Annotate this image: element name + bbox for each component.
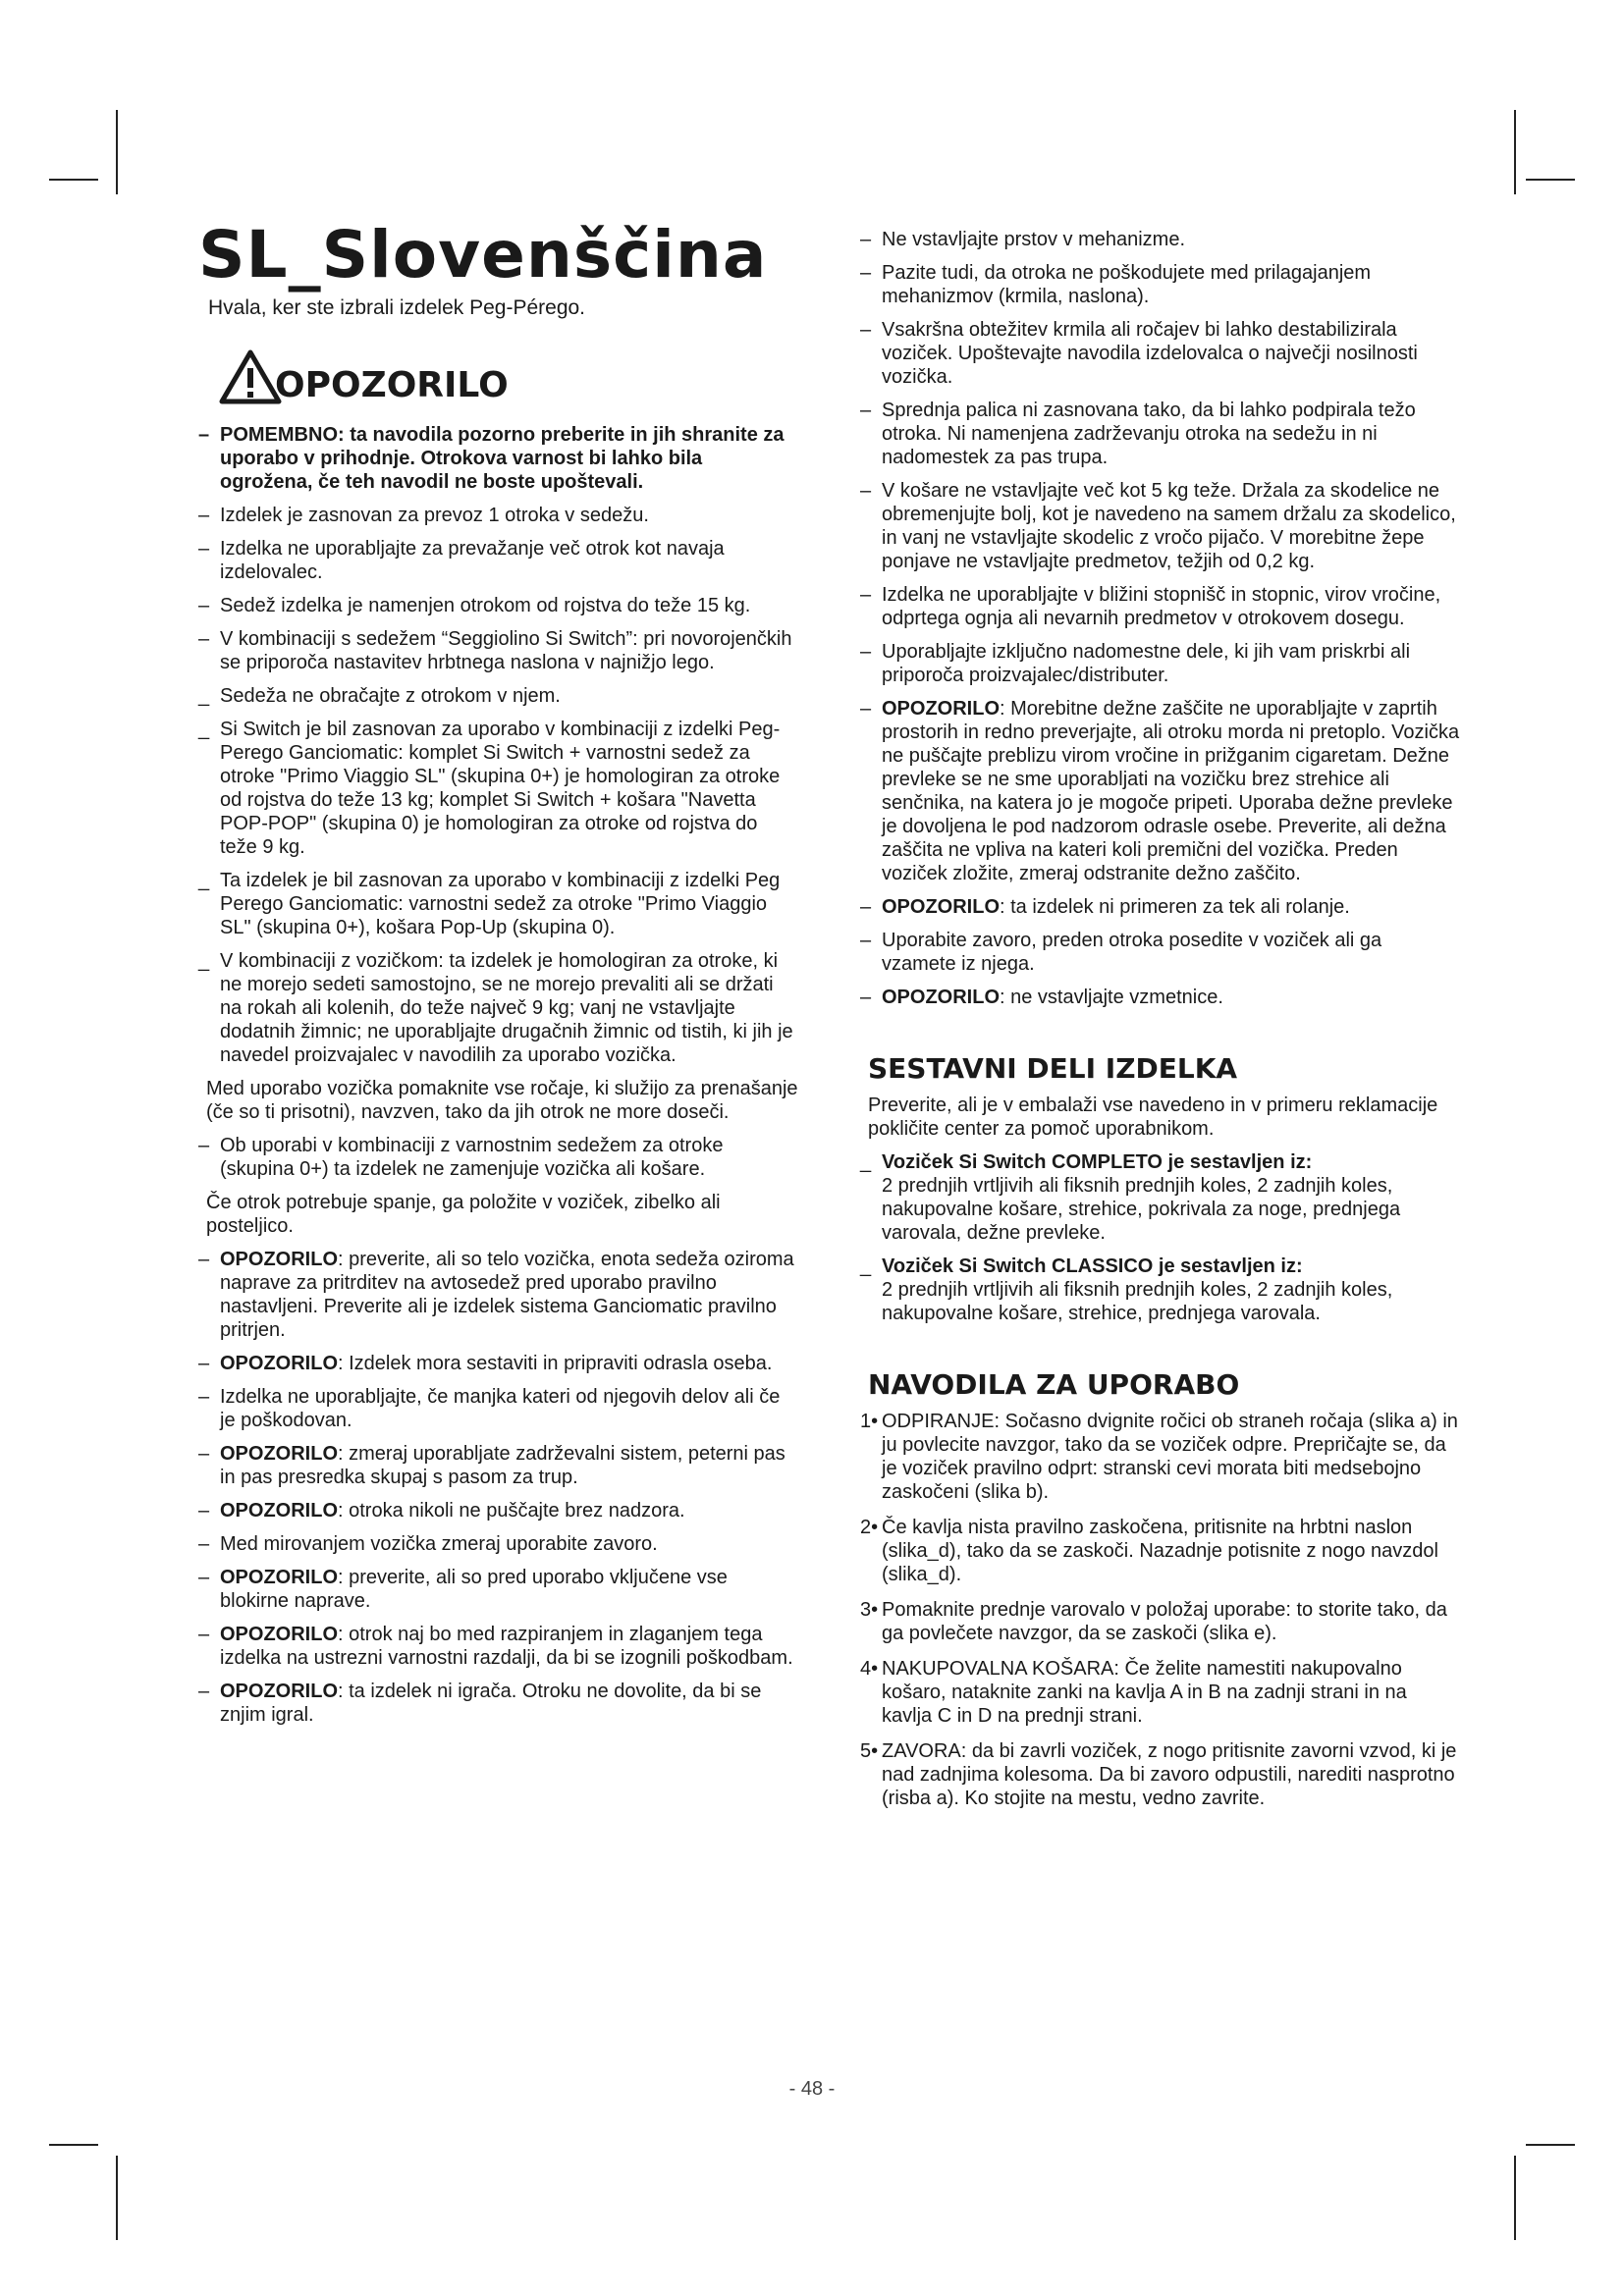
list-bullet: – bbox=[198, 1681, 210, 1702]
list-bullet: – bbox=[198, 1249, 210, 1270]
list-bullet: – bbox=[198, 1624, 210, 1645]
list-item-text: Izdelka ne uporabljajte za prevažanje več otrok kot navaja izdelovalec. bbox=[220, 538, 725, 583]
warning-keyword: OPOZORILO bbox=[220, 1624, 338, 1645]
list-item-text: V kombinaciji z vozičkom: ta izdelek je homologiran za otroke, ki ne morejo sedeti samostojno, se ne morejo prevaliti ali se držati na rokah ali kolenih, do teže največ 9 kg; vanj ne vstavljajte dodatnih žimnic; ne uporabljajte drugačnih žimnic od tistih, ki jih je navedel proizvajalec v navodilih za uporabo vozička. bbox=[220, 950, 793, 1066]
list-item bbox=[860, 640, 1461, 687]
list-item-text: Pazite tudi, da otroka ne poškodujete med prilagajanjem mehanizmov (krmila, naslona). bbox=[882, 262, 1372, 307]
warning-keyword: OPOZORILO bbox=[220, 1500, 338, 1522]
list-item bbox=[198, 949, 799, 1067]
crop-mark-top-left-h bbox=[49, 179, 98, 181]
warning-triangle-icon bbox=[218, 348, 283, 405]
crop-mark-top-right-v bbox=[1514, 110, 1516, 194]
list-item bbox=[860, 228, 1461, 251]
list-item-text: Izdelek je zasnovan za prevoz 1 otroka v sedežu. bbox=[220, 505, 649, 526]
list-item bbox=[198, 627, 799, 674]
list-bullet: _ bbox=[198, 950, 210, 972]
list-bullet: – bbox=[860, 480, 872, 502]
list-item bbox=[860, 479, 1461, 573]
list-bullet: – bbox=[198, 595, 210, 616]
step-number: 1• bbox=[860, 1411, 879, 1432]
step-text: NAKUPOVALNA KOŠARA: Če želite namestiti nakupovalno košaro, nataknite zanki na kavlja A in B na zadnji strani in na kavlja C in D na prednji strani. bbox=[882, 1658, 1407, 1727]
right-column bbox=[860, 228, 1461, 1822]
list-bullet: _ bbox=[198, 719, 210, 740]
list-item-text: Ta izdelek je bil zasnovan za uporabo v kombinaciji z izdelki Peg Perego Ganciomatic: varnostni sedež za otroke "Primo Viaggio SL" (skupina 0+), košara Pop-Up (skupina 0). bbox=[220, 870, 781, 938]
list-bullet: – bbox=[198, 1500, 210, 1522]
step-text: ZAVORA: da bi zavrli voziček, z nogo pritisnite zavorni vzvod, ki je nad zadnjima kolesoma. Da bi zavoro odpustili, narediti nasprotno (risba a). Ko stojite na mestu, vedno zavrite. bbox=[882, 1740, 1457, 1809]
parts-item-text: 2 prednjih vrtljivih ali fiksnih prednjih koles, 2 zadnjih koles, nakupovalne košare, strehice, pokrivala za noge, prednjega varovala, dežne prevleke. bbox=[882, 1175, 1401, 1244]
warning-keyword: OPOZORILO bbox=[882, 896, 1000, 918]
list-bullet: _ bbox=[198, 685, 210, 707]
list-item-text: Med mirovanjem vozička zmeraj uporabite zavoro. bbox=[220, 1533, 658, 1555]
left-column bbox=[198, 217, 799, 1736]
list-item-text: : ta izdelek ni primeren za tek ali rolanje. bbox=[1000, 896, 1350, 918]
list-item bbox=[198, 423, 799, 494]
list-item-text: Uporabljajte izključno nadomestne dele, ki jih vam priskrbi ali priporoča proizvajalec/distributer. bbox=[882, 641, 1411, 686]
list-item bbox=[198, 1566, 799, 1613]
list-bullet: – bbox=[198, 505, 210, 526]
warning-heading-label: OPOZORILO bbox=[275, 365, 509, 405]
list-bullet: – bbox=[198, 1353, 210, 1374]
list-item-text: Med uporabo vozička pomaknite vse ročaje, ki služijo za prenašanje (če so ti prisotni), navzven, tako da jih otrok ne more doseči. bbox=[206, 1078, 798, 1123]
list-bullet: – bbox=[860, 896, 872, 918]
list-bullet: – bbox=[860, 229, 872, 250]
parts-item bbox=[860, 1150, 1461, 1245]
crop-mark-top-right-h bbox=[1526, 179, 1575, 181]
list-item-text: : Izdelek mora sestaviti in pripraviti odrasla oseba. bbox=[338, 1353, 773, 1374]
list-item bbox=[198, 594, 799, 617]
list-item-text: : zmeraj uporabljate zadrževalni sistem, peterni pas in pas presredka skupaj s pasom za trup. bbox=[220, 1443, 785, 1488]
list-bullet: _ bbox=[860, 1255, 872, 1277]
list-item bbox=[198, 869, 799, 939]
list-item bbox=[198, 1385, 799, 1432]
list-item bbox=[198, 684, 799, 708]
list-item bbox=[860, 895, 1461, 919]
list-item-text: Sprednja palica ni zasnovana tako, da bi lahko podpirala težo otroka. Ni namenjena zadrževanju otroka na sedežu in ni nadomestek za pas trupa. bbox=[882, 400, 1416, 468]
list-item bbox=[860, 399, 1461, 469]
step-number: 4• bbox=[860, 1658, 879, 1680]
list-item bbox=[198, 1499, 799, 1522]
list-bullet: – bbox=[860, 930, 872, 951]
usage-step bbox=[860, 1516, 1461, 1586]
list-item bbox=[198, 1248, 799, 1342]
crop-mark-top-left-v bbox=[116, 110, 118, 194]
list-bullet: – bbox=[198, 1567, 210, 1588]
step-text: ODPIRANJE: Sočasno dvignite ročici ob straneh ročaja (slika a) in ju povlecite navzgor, tako da se voziček odpre. Prepričajte se, da je voziček pravilno odprt: stranski cevi morata biti medsebojno zaskočeni (slika b). bbox=[882, 1411, 1458, 1503]
list-item bbox=[860, 697, 1461, 885]
list-bullet: – bbox=[860, 319, 872, 341]
list-bullet: _ bbox=[860, 1151, 872, 1173]
warning-keyword: OPOZORILO bbox=[882, 987, 1000, 1008]
intro-text: Hvala, ker ste izbrali izdelek Peg-Pérego. bbox=[208, 296, 586, 319]
usage-steps bbox=[860, 1410, 1461, 1810]
parts-item-heading: Voziček Si Switch CLASSICO je sestavljen iz: bbox=[882, 1255, 1303, 1277]
parts-item-heading: Voziček Si Switch COMPLETO je sestavljen iz: bbox=[882, 1151, 1313, 1173]
parts-item bbox=[860, 1255, 1461, 1325]
list-bullet: – bbox=[198, 628, 210, 650]
list-item bbox=[860, 929, 1461, 976]
list-item-text: Izdelka ne uporabljajte, če manjka kateri od njegovih delov ali če je poškodovan. bbox=[220, 1386, 781, 1431]
list-item bbox=[198, 1680, 799, 1727]
usage-step bbox=[860, 1739, 1461, 1810]
list-bullet: – bbox=[198, 1443, 210, 1465]
crop-mark-bottom-left-v bbox=[116, 2156, 118, 2240]
list-item bbox=[860, 318, 1461, 389]
list-bullet: – bbox=[198, 1135, 210, 1156]
page-title: SL_Slovenščina bbox=[198, 217, 768, 293]
list-item-text: Vsakršna obtežitev krmila ali ročajev bi lahko destabilizirala voziček. Upoštevajte navodila izdelovalca o največji nosilnosti vozička. bbox=[882, 319, 1418, 388]
list-item bbox=[198, 1442, 799, 1489]
list-item-text: Ob uporabi v kombinaciji z varnostnim sedežem za otroke (skupina 0+) ta izdelek ne zamenjuje vozička ali košare. bbox=[220, 1135, 724, 1180]
list-item bbox=[198, 1077, 799, 1124]
warning-keyword: OPOZORILO bbox=[882, 698, 1000, 720]
list-item-text: : otroka nikoli ne puščajte brez nadzora. bbox=[338, 1500, 685, 1522]
list-bullet: – bbox=[860, 262, 872, 284]
list-item-text: : preverite, ali so telo vozička, enota sedeža oziroma naprave za pritrditev na avtosedež pred uporabo pravilno nastavljeni. Preverite ali je izdelek sistema Ganciomatic pravilno pritrjen. bbox=[220, 1249, 794, 1341]
list-bullet: – bbox=[860, 698, 872, 720]
list-item bbox=[860, 261, 1461, 308]
list-item-text: : ta izdelek ni igrača. Otroku ne dovolite, da bi se znjim igral. bbox=[220, 1681, 762, 1726]
list-item-text: V košare ne vstavljajte več kot 5 kg teže. Držala za skodelice ne obremenjujte bolj, kot je navedeno na samem držalu za skodelico, in vanj ne vstavljajte skodelic z vročo pijačo. V morebitne žepe ponjave ne vstavljajte predmetov, težjih od 0,2 kg. bbox=[882, 480, 1456, 572]
usage-section-title: NAVODILA ZA UPORABO bbox=[868, 1368, 1240, 1401]
list-item bbox=[198, 1134, 799, 1181]
list-bullet: – bbox=[860, 400, 872, 421]
list-bullet: – bbox=[860, 641, 872, 663]
list-item-text: Če otrok potrebuje spanje, ga položite v voziček, zibelko ali posteljico. bbox=[206, 1192, 721, 1237]
step-text: Če kavlja nista pravilno zaskočena, pritisnite na hrbtni naslon (slika_d), tako da se zaskoči. Nazadnje potisnite z nogo navzdol (slika_d). bbox=[882, 1517, 1438, 1585]
list-item bbox=[198, 537, 799, 584]
parts-intro: Preverite, ali je v embalaži vse navedeno in v primeru reklamacije pokličite center za pomoč uporabnikom. bbox=[868, 1095, 1438, 1140]
list-item-text: Sedež izdelka je namenjen otrokom od rojstva do teže 15 kg. bbox=[220, 595, 751, 616]
warning-keyword: OPOZORILO bbox=[220, 1249, 338, 1270]
list-item-text: Si Switch je bil zasnovan za uporabo v kombinaciji z izdelki Peg-Perego Ganciomatic: komplet Si Switch + varnostni sedež za otroke "Primo Viaggio SL" (skupina 0+) je homologiran za otroke od rojstva do teže 13 kg; komplet Si Switch + košara "Navetta POP-POP" (skupina 0) je homologiran za otroke od rojstva do teže 9 kg. bbox=[220, 719, 781, 858]
warning-heading bbox=[218, 347, 799, 405]
warning-list-left bbox=[198, 423, 799, 1727]
list-item bbox=[198, 718, 799, 859]
list-bullet: – bbox=[198, 538, 210, 560]
list-bullet: – bbox=[860, 987, 872, 1008]
crop-mark-bottom-right-v bbox=[1514, 2156, 1516, 2240]
step-number: 5• bbox=[860, 1740, 879, 1762]
step-number: 3• bbox=[860, 1599, 879, 1621]
list-item-text: POMEMBNO: ta navodila pozorno preberite in jih shranite za uporabo v prihodnje. Otrokova varnost bi lahko bila ogrožena, če teh navodil ne boste upoštevali. bbox=[220, 424, 785, 493]
list-item-text: : ne vstavljajte vzmetnice. bbox=[1000, 987, 1223, 1008]
list-item bbox=[198, 504, 799, 527]
list-item-text: Uporabite zavoro, preden otroka posedite v voziček ali ga vzamete iz njega. bbox=[882, 930, 1382, 975]
step-number: 2• bbox=[860, 1517, 879, 1538]
warning-keyword: OPOZORILO bbox=[220, 1567, 338, 1588]
warning-list-right bbox=[860, 228, 1461, 1009]
list-bullet: – bbox=[198, 1386, 210, 1408]
parts-section-title: SESTAVNI DELI IZDELKA bbox=[868, 1052, 1238, 1085]
list-item-text: Sedeža ne obračajte z otrokom v njem. bbox=[220, 685, 561, 707]
parts-item-text: 2 prednjih vrtljivih ali fiksnih prednjih koles, 2 zadnjih koles, nakupovalne košare, strehice, prednjega varovala. bbox=[882, 1279, 1393, 1324]
list-bullet: – bbox=[198, 424, 210, 446]
list-item-text: : preverite, ali so pred uporabo vključene vse blokirne naprave. bbox=[220, 1567, 728, 1612]
list-bullet: – bbox=[860, 584, 872, 606]
list-item bbox=[198, 1532, 799, 1556]
list-bullet: _ bbox=[198, 870, 210, 891]
usage-step bbox=[860, 1410, 1461, 1504]
list-bullet: – bbox=[198, 1533, 210, 1555]
list-item bbox=[860, 583, 1461, 630]
list-item-text: V kombinaciji s sedežem “Seggiolino Si Switch”: pri novorojenčkih se priporoča nastavitev hrbtnega naslona v najnižjo lego. bbox=[220, 628, 792, 673]
list-item-text: : otrok naj bo med razpiranjem in zlaganjem tega izdelka na ustrezni varnostni razdalji, da bi se izognili poškodbam. bbox=[220, 1624, 793, 1669]
list-item bbox=[198, 1623, 799, 1670]
list-item bbox=[198, 1352, 799, 1375]
parts-list bbox=[860, 1150, 1461, 1325]
usage-step bbox=[860, 1657, 1461, 1728]
warning-keyword: OPOZORILO bbox=[220, 1443, 338, 1465]
usage-step bbox=[860, 1598, 1461, 1645]
list-item bbox=[860, 986, 1461, 1009]
list-item-text: Izdelka ne uporabljajte v bližini stopnišč in stopnic, virov vročine, odprtega ognja ali nevarnih predmetov v otrokovem dosegu. bbox=[882, 584, 1441, 629]
step-text: Pomaknite prednje varovalo v položaj uporabe: to storite tako, da ga povlečete navzgor, da se zaskoči (slika e). bbox=[882, 1599, 1447, 1644]
list-item bbox=[198, 1191, 799, 1238]
list-item-text: : Morebitne dežne zaščite ne uporabljajte v zaprtih prostorih in redno preverjajte, ali otroku morda ni pretoplo. Vozička ne puščajte preblizu virom vročine in prižganim cigaretam. Dežne prevleke se ne sme uporabljati na vozičku brez strehice ali senčnika, na katera jo je mogoče pripeti. Uporaba dežne prevleke je dovoljena le pod nadzorom odrasle osebe. Preverite, ali dežna zaščita ne vpliva na kateri koli premični del vozička. Preden voziček zložite, zmeraj odstranite dežno zaščito. bbox=[882, 698, 1460, 884]
list-item-text: Ne vstavljajte prstov v mehanizme. bbox=[882, 229, 1186, 250]
crop-mark-bottom-right-h bbox=[1526, 2144, 1575, 2146]
warning-keyword: OPOZORILO bbox=[220, 1353, 338, 1374]
crop-mark-bottom-left-h bbox=[49, 2144, 98, 2146]
warning-keyword: OPOZORILO bbox=[220, 1681, 338, 1702]
page-number: - 48 - bbox=[788, 2078, 836, 2100]
